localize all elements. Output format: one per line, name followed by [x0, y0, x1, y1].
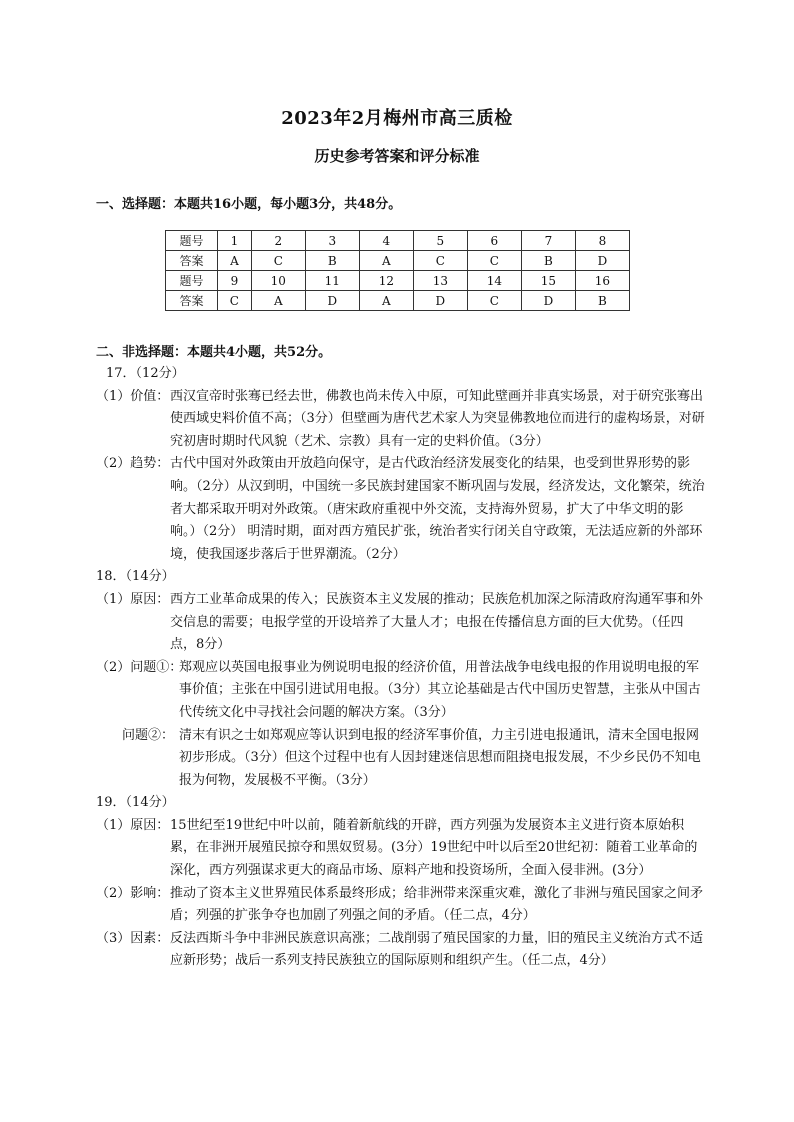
- page-subtitle: 历史参考答案和评分标准: [314, 147, 480, 165]
- q18-part-2-question-1: [96, 657, 706, 725]
- q17-part-2: [96, 453, 706, 566]
- q19-part-3: [96, 928, 706, 973]
- table-cell: 8: [575, 231, 629, 251]
- answer-body: [96, 363, 706, 973]
- table-cell: 15: [521, 271, 575, 291]
- table-cell: C: [413, 251, 467, 271]
- section-heading-free-response: 二、非选择题：本题共4小题，共52分。: [96, 345, 332, 360]
- table-row: [166, 231, 630, 251]
- item-text: 郑观应以英国电报事业为例说明电报的经济价值，用普法战争电线电报的作用说明电报的军事价值；主张在中国引进试用电报。（3分）其立论基础是古代中国历史智慧，主张从中国古代传统文化中寻找社会问题的解决方案。（3分）: [179, 659, 701, 720]
- item-text: 清末有识之士如郑观应等认识到电报的经济军事价值，力主引进电报通讯，清末全国电报网初步形成。（3分）但这个过程中也有人因封建迷信思想而阻挠电报发展，不少乡民仍不知电报为何物，发展极不平衡。（3分）: [179, 727, 701, 788]
- table-cell: 7: [521, 231, 575, 251]
- question-18-heading: 18．（14分）: [96, 569, 175, 585]
- question-19-heading: 19．（14分）: [96, 795, 175, 811]
- table-cell: A: [218, 251, 252, 271]
- section-heading-multiple-choice: 一、选择题：本题共16小题，每小题3分，共48分。: [96, 197, 402, 212]
- q19-part-1: [96, 815, 706, 883]
- item-label: （1）价值：: [96, 388, 170, 404]
- row-label-answer: 答案: [166, 251, 218, 271]
- question-17-heading: 17．（12分）: [106, 366, 185, 381]
- item-text: 西汉宣帝时张骞已经去世，佛教也尚未传入中原，可知此壁画并非真实场景，对于研究张骞出使西域史料价值不高；（3分）但壁画为唐代艺术家人为突显佛教地位而进行的虚构场景，对研究初唐时期时代风貌（艺术、宗教）具有一定的史料价值。（3分）: [170, 388, 705, 449]
- table-cell: 2: [251, 231, 305, 251]
- item-label: （2）趋势：: [96, 456, 170, 472]
- table-cell: B: [305, 251, 359, 271]
- table-cell: D: [413, 291, 467, 311]
- table-cell: 5: [413, 231, 467, 251]
- table-cell: B: [521, 251, 575, 271]
- table-cell: C: [251, 251, 305, 271]
- table-cell: 4: [359, 231, 413, 251]
- table-cell: 14: [467, 271, 521, 291]
- table-cell: B: [575, 291, 629, 311]
- page-title: 2023年2月梅州市高三质检: [281, 108, 513, 129]
- table-cell: C: [467, 291, 521, 311]
- item-text: 15世纪至19世纪中叶以前，随着新航线的开辟，西方列强为发展资本主义进行资本原始积累，在非洲开展殖民掠夺和黑奴贸易。(3分）19世纪中叶以后至20世纪初：随着工业革命的深化，西方列强谋求更大的商品市场、原料产地和投资场所，全面入侵非洲。(3分）: [170, 817, 698, 879]
- item-label: （1）原因：: [96, 591, 170, 607]
- answer-table: [165, 230, 630, 311]
- table-row: [166, 251, 630, 271]
- row-label-question: 题号: [166, 271, 218, 291]
- table-cell: C: [467, 251, 521, 271]
- item-text: 推动了资本主义世界殖民体系最终形成；给非洲带来深重灾难，激化了非洲与殖民国家之间矛盾；列强的扩张争夺也加剧了列强之间的矛盾。（任二点，4分）: [170, 885, 704, 924]
- table-cell: D: [521, 291, 575, 311]
- row-label-answer: 答案: [166, 291, 218, 311]
- table-cell: 3: [305, 231, 359, 251]
- item-label: （2）问题①：: [96, 659, 183, 675]
- item-label: （2）影响：: [96, 885, 170, 901]
- table-cell: C: [218, 291, 252, 311]
- item-text: 古代中国对外政策由开放趋向保守，是古代政治经济发展变化的结果，也受到世界形势的影响。（2分）从汉到明，中国统一多民族封建国家不断巩固与发展，经济发达，文化繁荣，统治者大都采取开明对外政策。（唐宋政府重视中外交流，支持海外贸易，扩大了中华文明的影响。）（2分） 明清时期，面对西方殖民扩张，统治者实行闭关自守政策，无法适应新的外部环境，使我国逐步落后于世界潮流。（2分）: [170, 456, 705, 562]
- table-cell: D: [305, 291, 359, 311]
- q18-part-2-question-2: [96, 725, 706, 793]
- q18-part-1: [96, 589, 706, 657]
- table-cell: 11: [305, 271, 359, 291]
- q17-part-1: [96, 386, 706, 454]
- q19-part-2: [96, 883, 706, 928]
- table-cell: A: [251, 291, 305, 311]
- table-cell: 6: [467, 231, 521, 251]
- table-row: [166, 271, 630, 291]
- table-cell: 1: [218, 231, 252, 251]
- table-cell: 9: [218, 271, 252, 291]
- table-cell: 16: [575, 271, 629, 291]
- item-text: 西方工业革命成果的传入；民族资本主义发展的推动；民族危机加深之际清政府沟通军事和外交信息的需要；电报学堂的开设培养了大量人才；电报在传播信息方面的巨大优势。（任四点，8分）: [170, 591, 704, 653]
- item-text: 反法西斯斗争中非洲民族意识高涨；二战削弱了殖民国家的力量，旧的殖民主义统治方式不适应新形势；战后一系列支持民族独立的国际原则和组织产生。（任二点，4分）: [170, 930, 704, 969]
- table-cell: 10: [251, 271, 305, 291]
- table-cell: D: [575, 251, 629, 271]
- item-label: （3）因素：: [96, 930, 170, 946]
- table-row: [166, 291, 630, 311]
- row-label-question: 题号: [166, 231, 218, 251]
- table-cell: 13: [413, 271, 467, 291]
- item-label: 问题②：: [122, 727, 175, 743]
- item-label: （1）原因：: [96, 817, 170, 833]
- table-cell: A: [359, 291, 413, 311]
- table-cell: 12: [359, 271, 413, 291]
- table-cell: A: [359, 251, 413, 271]
